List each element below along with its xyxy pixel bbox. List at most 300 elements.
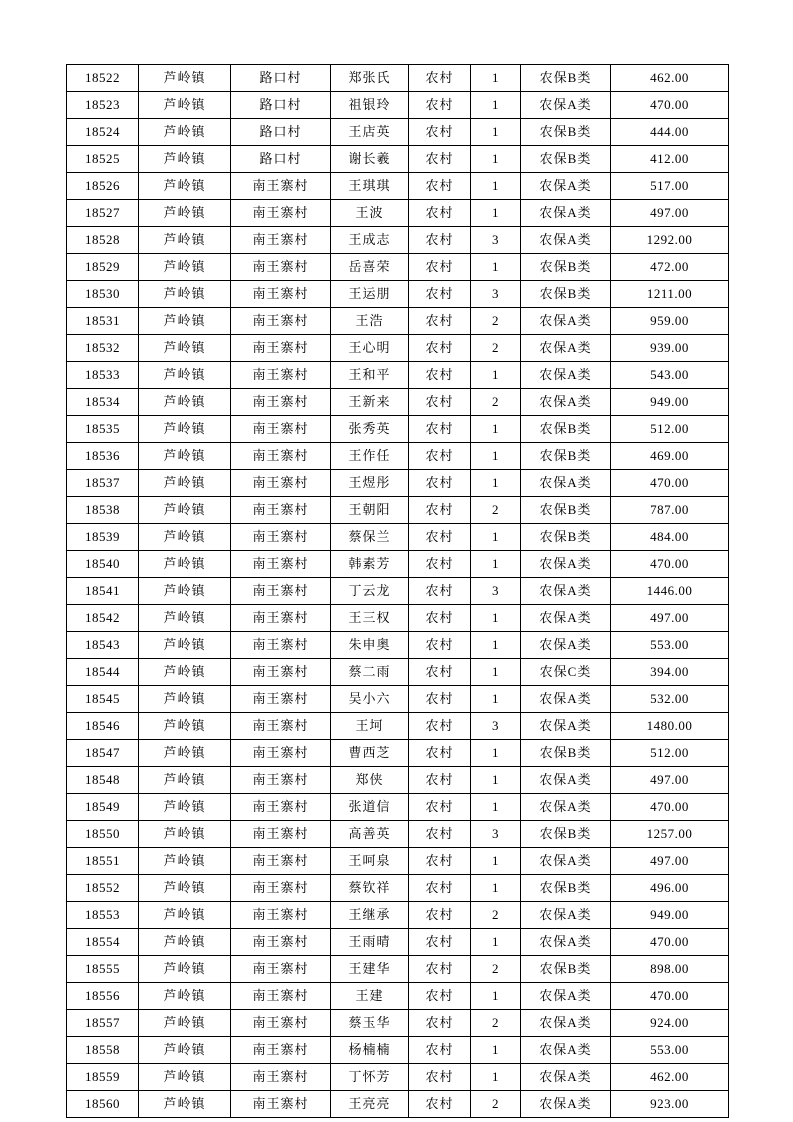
cell-count: 1 — [471, 605, 521, 632]
cell-town: 芦岭镇 — [139, 281, 231, 308]
cell-count: 1 — [471, 632, 521, 659]
cell-count: 2 — [471, 1010, 521, 1037]
cell-count: 1 — [471, 983, 521, 1010]
subsidy-table — [66, 64, 729, 1118]
cell-village: 路口村 — [231, 146, 331, 173]
cell-type: 农村 — [409, 173, 471, 200]
cell-category: 农保A类 — [521, 767, 611, 794]
cell-amount: 484.00 — [611, 524, 729, 551]
cell-amount: 532.00 — [611, 686, 729, 713]
cell-name: 吴小六 — [331, 686, 409, 713]
cell-name: 曹西芝 — [331, 740, 409, 767]
cell-town: 芦岭镇 — [139, 821, 231, 848]
cell-amount: 497.00 — [611, 200, 729, 227]
cell-id: 18542 — [67, 605, 139, 632]
cell-town: 芦岭镇 — [139, 605, 231, 632]
cell-village: 南王寨村 — [231, 335, 331, 362]
cell-village: 路口村 — [231, 92, 331, 119]
cell-type: 农村 — [409, 308, 471, 335]
cell-village: 南王寨村 — [231, 686, 331, 713]
cell-count: 1 — [471, 686, 521, 713]
cell-village: 南王寨村 — [231, 632, 331, 659]
cell-type: 农村 — [409, 632, 471, 659]
cell-category: 农保A类 — [521, 1091, 611, 1118]
cell-category: 农保B类 — [521, 524, 611, 551]
cell-name: 蔡二雨 — [331, 659, 409, 686]
cell-id: 18557 — [67, 1010, 139, 1037]
cell-town: 芦岭镇 — [139, 740, 231, 767]
cell-amount: 1257.00 — [611, 821, 729, 848]
cell-count: 2 — [471, 902, 521, 929]
cell-amount: 470.00 — [611, 551, 729, 578]
cell-id: 18544 — [67, 659, 139, 686]
cell-town: 芦岭镇 — [139, 686, 231, 713]
table-row — [67, 767, 729, 794]
cell-name: 王建华 — [331, 956, 409, 983]
cell-category: 农保A类 — [521, 605, 611, 632]
cell-id: 18560 — [67, 1091, 139, 1118]
cell-type: 农村 — [409, 740, 471, 767]
cell-id: 18532 — [67, 335, 139, 362]
cell-name: 王心明 — [331, 335, 409, 362]
table-body — [67, 65, 729, 1118]
cell-category: 农保C类 — [521, 659, 611, 686]
cell-count: 1 — [471, 200, 521, 227]
cell-town: 芦岭镇 — [139, 335, 231, 362]
cell-type: 农村 — [409, 983, 471, 1010]
cell-category: 农保A类 — [521, 1010, 611, 1037]
table-row — [67, 146, 729, 173]
cell-amount: 517.00 — [611, 173, 729, 200]
cell-name: 朱申奥 — [331, 632, 409, 659]
cell-count: 1 — [471, 92, 521, 119]
cell-town: 芦岭镇 — [139, 497, 231, 524]
cell-village: 南王寨村 — [231, 1010, 331, 1037]
cell-amount: 1211.00 — [611, 281, 729, 308]
cell-count: 1 — [471, 740, 521, 767]
cell-type: 农村 — [409, 470, 471, 497]
cell-village: 南王寨村 — [231, 983, 331, 1010]
cell-count: 2 — [471, 956, 521, 983]
table-row — [67, 1010, 729, 1037]
cell-id: 18534 — [67, 389, 139, 416]
cell-id: 18547 — [67, 740, 139, 767]
cell-name: 王作任 — [331, 443, 409, 470]
cell-id: 18554 — [67, 929, 139, 956]
cell-amount: 472.00 — [611, 254, 729, 281]
cell-id: 18559 — [67, 1064, 139, 1091]
cell-village: 南王寨村 — [231, 794, 331, 821]
cell-amount: 462.00 — [611, 65, 729, 92]
cell-type: 农村 — [409, 659, 471, 686]
cell-town: 芦岭镇 — [139, 794, 231, 821]
cell-count: 3 — [471, 227, 521, 254]
cell-name: 王煜彤 — [331, 470, 409, 497]
cell-count: 1 — [471, 416, 521, 443]
cell-name: 谢长羲 — [331, 146, 409, 173]
cell-id: 18530 — [67, 281, 139, 308]
table-row — [67, 389, 729, 416]
cell-amount: 1480.00 — [611, 713, 729, 740]
cell-type: 农村 — [409, 821, 471, 848]
cell-count: 1 — [471, 1037, 521, 1064]
cell-name: 王建 — [331, 983, 409, 1010]
cell-name: 王运朋 — [331, 281, 409, 308]
cell-count: 1 — [471, 659, 521, 686]
cell-village: 南王寨村 — [231, 443, 331, 470]
cell-category: 农保A类 — [521, 983, 611, 1010]
cell-town: 芦岭镇 — [139, 524, 231, 551]
cell-village: 南王寨村 — [231, 524, 331, 551]
cell-type: 农村 — [409, 686, 471, 713]
table-row — [67, 92, 729, 119]
cell-amount: 497.00 — [611, 605, 729, 632]
cell-village: 南王寨村 — [231, 416, 331, 443]
cell-category: 农保A类 — [521, 173, 611, 200]
cell-town: 芦岭镇 — [139, 551, 231, 578]
cell-count: 1 — [471, 875, 521, 902]
cell-id: 18558 — [67, 1037, 139, 1064]
cell-amount: 787.00 — [611, 497, 729, 524]
cell-name: 王店英 — [331, 119, 409, 146]
cell-count: 2 — [471, 389, 521, 416]
cell-name: 祖银玲 — [331, 92, 409, 119]
table-row — [67, 983, 729, 1010]
cell-count: 3 — [471, 821, 521, 848]
cell-town: 芦岭镇 — [139, 416, 231, 443]
cell-id: 18533 — [67, 362, 139, 389]
cell-count: 2 — [471, 335, 521, 362]
table-row — [67, 443, 729, 470]
cell-type: 农村 — [409, 200, 471, 227]
cell-id: 18550 — [67, 821, 139, 848]
cell-type: 农村 — [409, 551, 471, 578]
cell-category: 农保B类 — [521, 956, 611, 983]
cell-village: 路口村 — [231, 119, 331, 146]
cell-type: 农村 — [409, 227, 471, 254]
cell-count: 1 — [471, 362, 521, 389]
cell-count: 3 — [471, 578, 521, 605]
cell-village: 南王寨村 — [231, 200, 331, 227]
cell-id: 18522 — [67, 65, 139, 92]
cell-count: 1 — [471, 794, 521, 821]
cell-village: 南王寨村 — [231, 1091, 331, 1118]
cell-id: 18548 — [67, 767, 139, 794]
cell-category: 农保B类 — [521, 443, 611, 470]
cell-category: 农保B类 — [521, 281, 611, 308]
cell-name: 王和平 — [331, 362, 409, 389]
cell-id: 18551 — [67, 848, 139, 875]
cell-town: 芦岭镇 — [139, 1010, 231, 1037]
cell-amount: 512.00 — [611, 740, 729, 767]
cell-town: 芦岭镇 — [139, 173, 231, 200]
cell-amount: 553.00 — [611, 632, 729, 659]
cell-count: 1 — [471, 767, 521, 794]
cell-count: 2 — [471, 308, 521, 335]
cell-category: 农保A类 — [521, 92, 611, 119]
cell-town: 芦岭镇 — [139, 389, 231, 416]
cell-name: 张秀英 — [331, 416, 409, 443]
cell-category: 农保A类 — [521, 308, 611, 335]
cell-name: 蔡钦祥 — [331, 875, 409, 902]
cell-type: 农村 — [409, 254, 471, 281]
cell-id: 18546 — [67, 713, 139, 740]
cell-id: 18549 — [67, 794, 139, 821]
cell-amount: 469.00 — [611, 443, 729, 470]
cell-name: 韩素芳 — [331, 551, 409, 578]
cell-id: 18526 — [67, 173, 139, 200]
cell-count: 1 — [471, 173, 521, 200]
table-row — [67, 1064, 729, 1091]
table-row — [67, 308, 729, 335]
cell-id: 18524 — [67, 119, 139, 146]
cell-type: 农村 — [409, 119, 471, 146]
table-row — [67, 65, 729, 92]
cell-town: 芦岭镇 — [139, 470, 231, 497]
table-row — [67, 119, 729, 146]
table-row — [67, 362, 729, 389]
cell-town: 芦岭镇 — [139, 308, 231, 335]
cell-id: 18545 — [67, 686, 139, 713]
cell-type: 农村 — [409, 956, 471, 983]
cell-village: 南王寨村 — [231, 227, 331, 254]
cell-village: 南王寨村 — [231, 875, 331, 902]
cell-town: 芦岭镇 — [139, 92, 231, 119]
cell-name: 王浩 — [331, 308, 409, 335]
cell-type: 农村 — [409, 335, 471, 362]
cell-town: 芦岭镇 — [139, 1064, 231, 1091]
cell-type: 农村 — [409, 875, 471, 902]
cell-type: 农村 — [409, 1010, 471, 1037]
table-row — [67, 335, 729, 362]
cell-type: 农村 — [409, 713, 471, 740]
cell-type: 农村 — [409, 497, 471, 524]
cell-amount: 939.00 — [611, 335, 729, 362]
cell-id: 18536 — [67, 443, 139, 470]
cell-amount: 949.00 — [611, 389, 729, 416]
cell-name: 张道信 — [331, 794, 409, 821]
cell-village: 南王寨村 — [231, 281, 331, 308]
cell-village: 南王寨村 — [231, 929, 331, 956]
cell-count: 3 — [471, 281, 521, 308]
cell-town: 芦岭镇 — [139, 1091, 231, 1118]
cell-id: 18537 — [67, 470, 139, 497]
cell-name: 王波 — [331, 200, 409, 227]
cell-id: 18535 — [67, 416, 139, 443]
cell-count: 1 — [471, 254, 521, 281]
table-row — [67, 524, 729, 551]
cell-amount: 470.00 — [611, 92, 729, 119]
table-row — [67, 200, 729, 227]
cell-name: 丁云龙 — [331, 578, 409, 605]
cell-count: 1 — [471, 146, 521, 173]
cell-type: 农村 — [409, 389, 471, 416]
cell-id: 18541 — [67, 578, 139, 605]
cell-count: 1 — [471, 929, 521, 956]
cell-town: 芦岭镇 — [139, 902, 231, 929]
cell-amount: 444.00 — [611, 119, 729, 146]
cell-id: 18540 — [67, 551, 139, 578]
table-row — [67, 227, 729, 254]
cell-village: 南王寨村 — [231, 254, 331, 281]
table-row — [67, 578, 729, 605]
cell-village: 南王寨村 — [231, 956, 331, 983]
cell-id: 18538 — [67, 497, 139, 524]
cell-category: 农保B类 — [521, 875, 611, 902]
cell-town: 芦岭镇 — [139, 362, 231, 389]
table-row — [67, 497, 729, 524]
cell-type: 农村 — [409, 794, 471, 821]
cell-amount: 923.00 — [611, 1091, 729, 1118]
cell-name: 岳喜荣 — [331, 254, 409, 281]
cell-village: 南王寨村 — [231, 659, 331, 686]
cell-town: 芦岭镇 — [139, 983, 231, 1010]
cell-name: 王亮亮 — [331, 1091, 409, 1118]
table-row — [67, 929, 729, 956]
cell-type: 农村 — [409, 146, 471, 173]
cell-village: 南王寨村 — [231, 902, 331, 929]
cell-town: 芦岭镇 — [139, 65, 231, 92]
cell-category: 农保A类 — [521, 470, 611, 497]
cell-town: 芦岭镇 — [139, 254, 231, 281]
cell-type: 农村 — [409, 1064, 471, 1091]
table-row — [67, 713, 729, 740]
table-row — [67, 740, 729, 767]
table-row — [67, 632, 729, 659]
cell-village: 南王寨村 — [231, 362, 331, 389]
cell-town: 芦岭镇 — [139, 200, 231, 227]
cell-category: 农保A类 — [521, 902, 611, 929]
cell-id: 18525 — [67, 146, 139, 173]
cell-town: 芦岭镇 — [139, 146, 231, 173]
table-row — [67, 1037, 729, 1064]
cell-name: 王成志 — [331, 227, 409, 254]
table-row — [67, 848, 729, 875]
cell-id: 18539 — [67, 524, 139, 551]
cell-type: 农村 — [409, 362, 471, 389]
cell-village: 南王寨村 — [231, 821, 331, 848]
cell-amount: 898.00 — [611, 956, 729, 983]
cell-category: 农保A类 — [521, 389, 611, 416]
cell-town: 芦岭镇 — [139, 713, 231, 740]
cell-type: 农村 — [409, 92, 471, 119]
cell-amount: 470.00 — [611, 929, 729, 956]
cell-name: 郑张氏 — [331, 65, 409, 92]
table-row — [67, 902, 729, 929]
cell-town: 芦岭镇 — [139, 767, 231, 794]
cell-name: 高善英 — [331, 821, 409, 848]
cell-village: 南王寨村 — [231, 470, 331, 497]
cell-village: 南王寨村 — [231, 1064, 331, 1091]
cell-amount: 470.00 — [611, 470, 729, 497]
cell-amount: 512.00 — [611, 416, 729, 443]
cell-town: 芦岭镇 — [139, 119, 231, 146]
cell-count: 1 — [471, 848, 521, 875]
cell-village: 南王寨村 — [231, 308, 331, 335]
cell-village: 南王寨村 — [231, 551, 331, 578]
cell-category: 农保A类 — [521, 713, 611, 740]
cell-count: 1 — [471, 551, 521, 578]
cell-category: 农保A类 — [521, 1064, 611, 1091]
cell-category: 农保B类 — [521, 146, 611, 173]
table-row — [67, 605, 729, 632]
cell-name: 郑侠 — [331, 767, 409, 794]
cell-category: 农保B类 — [521, 416, 611, 443]
cell-town: 芦岭镇 — [139, 578, 231, 605]
cell-id: 18531 — [67, 308, 139, 335]
table-row — [67, 686, 729, 713]
cell-type: 农村 — [409, 848, 471, 875]
cell-amount: 496.00 — [611, 875, 729, 902]
cell-village: 南王寨村 — [231, 848, 331, 875]
cell-town: 芦岭镇 — [139, 227, 231, 254]
cell-category: 农保B类 — [521, 254, 611, 281]
cell-type: 农村 — [409, 767, 471, 794]
cell-category: 农保A类 — [521, 200, 611, 227]
table-row — [67, 821, 729, 848]
cell-type: 农村 — [409, 65, 471, 92]
table-row — [67, 659, 729, 686]
table-row — [67, 1091, 729, 1118]
cell-amount: 470.00 — [611, 983, 729, 1010]
table-row — [67, 470, 729, 497]
cell-name: 王继承 — [331, 902, 409, 929]
cell-amount: 1446.00 — [611, 578, 729, 605]
cell-type: 农村 — [409, 281, 471, 308]
cell-town: 芦岭镇 — [139, 443, 231, 470]
cell-amount: 462.00 — [611, 1064, 729, 1091]
cell-name: 王三权 — [331, 605, 409, 632]
cell-type: 农村 — [409, 929, 471, 956]
cell-type: 农村 — [409, 1091, 471, 1118]
cell-category: 农保A类 — [521, 686, 611, 713]
cell-town: 芦岭镇 — [139, 632, 231, 659]
cell-village: 南王寨村 — [231, 497, 331, 524]
cell-amount: 543.00 — [611, 362, 729, 389]
cell-category: 农保B类 — [521, 740, 611, 767]
cell-village: 南王寨村 — [231, 389, 331, 416]
cell-amount: 497.00 — [611, 848, 729, 875]
cell-amount: 412.00 — [611, 146, 729, 173]
table-row — [67, 254, 729, 281]
cell-category: 农保A类 — [521, 794, 611, 821]
cell-town: 芦岭镇 — [139, 929, 231, 956]
cell-id: 18556 — [67, 983, 139, 1010]
cell-category: 农保A类 — [521, 335, 611, 362]
cell-category: 农保A类 — [521, 929, 611, 956]
cell-count: 1 — [471, 65, 521, 92]
cell-id: 18553 — [67, 902, 139, 929]
cell-village: 南王寨村 — [231, 767, 331, 794]
cell-village: 南王寨村 — [231, 578, 331, 605]
cell-category: 农保B类 — [521, 497, 611, 524]
cell-name: 王坷 — [331, 713, 409, 740]
cell-category: 农保A类 — [521, 578, 611, 605]
cell-count: 2 — [471, 497, 521, 524]
cell-count: 1 — [471, 1064, 521, 1091]
cell-amount: 553.00 — [611, 1037, 729, 1064]
cell-category: 农保B类 — [521, 119, 611, 146]
cell-town: 芦岭镇 — [139, 659, 231, 686]
cell-count: 1 — [471, 119, 521, 146]
cell-id: 18529 — [67, 254, 139, 281]
cell-name: 王琪琪 — [331, 173, 409, 200]
table-row — [67, 551, 729, 578]
cell-category: 农保A类 — [521, 632, 611, 659]
cell-name: 王朝阳 — [331, 497, 409, 524]
cell-amount: 394.00 — [611, 659, 729, 686]
cell-category: 农保A类 — [521, 551, 611, 578]
